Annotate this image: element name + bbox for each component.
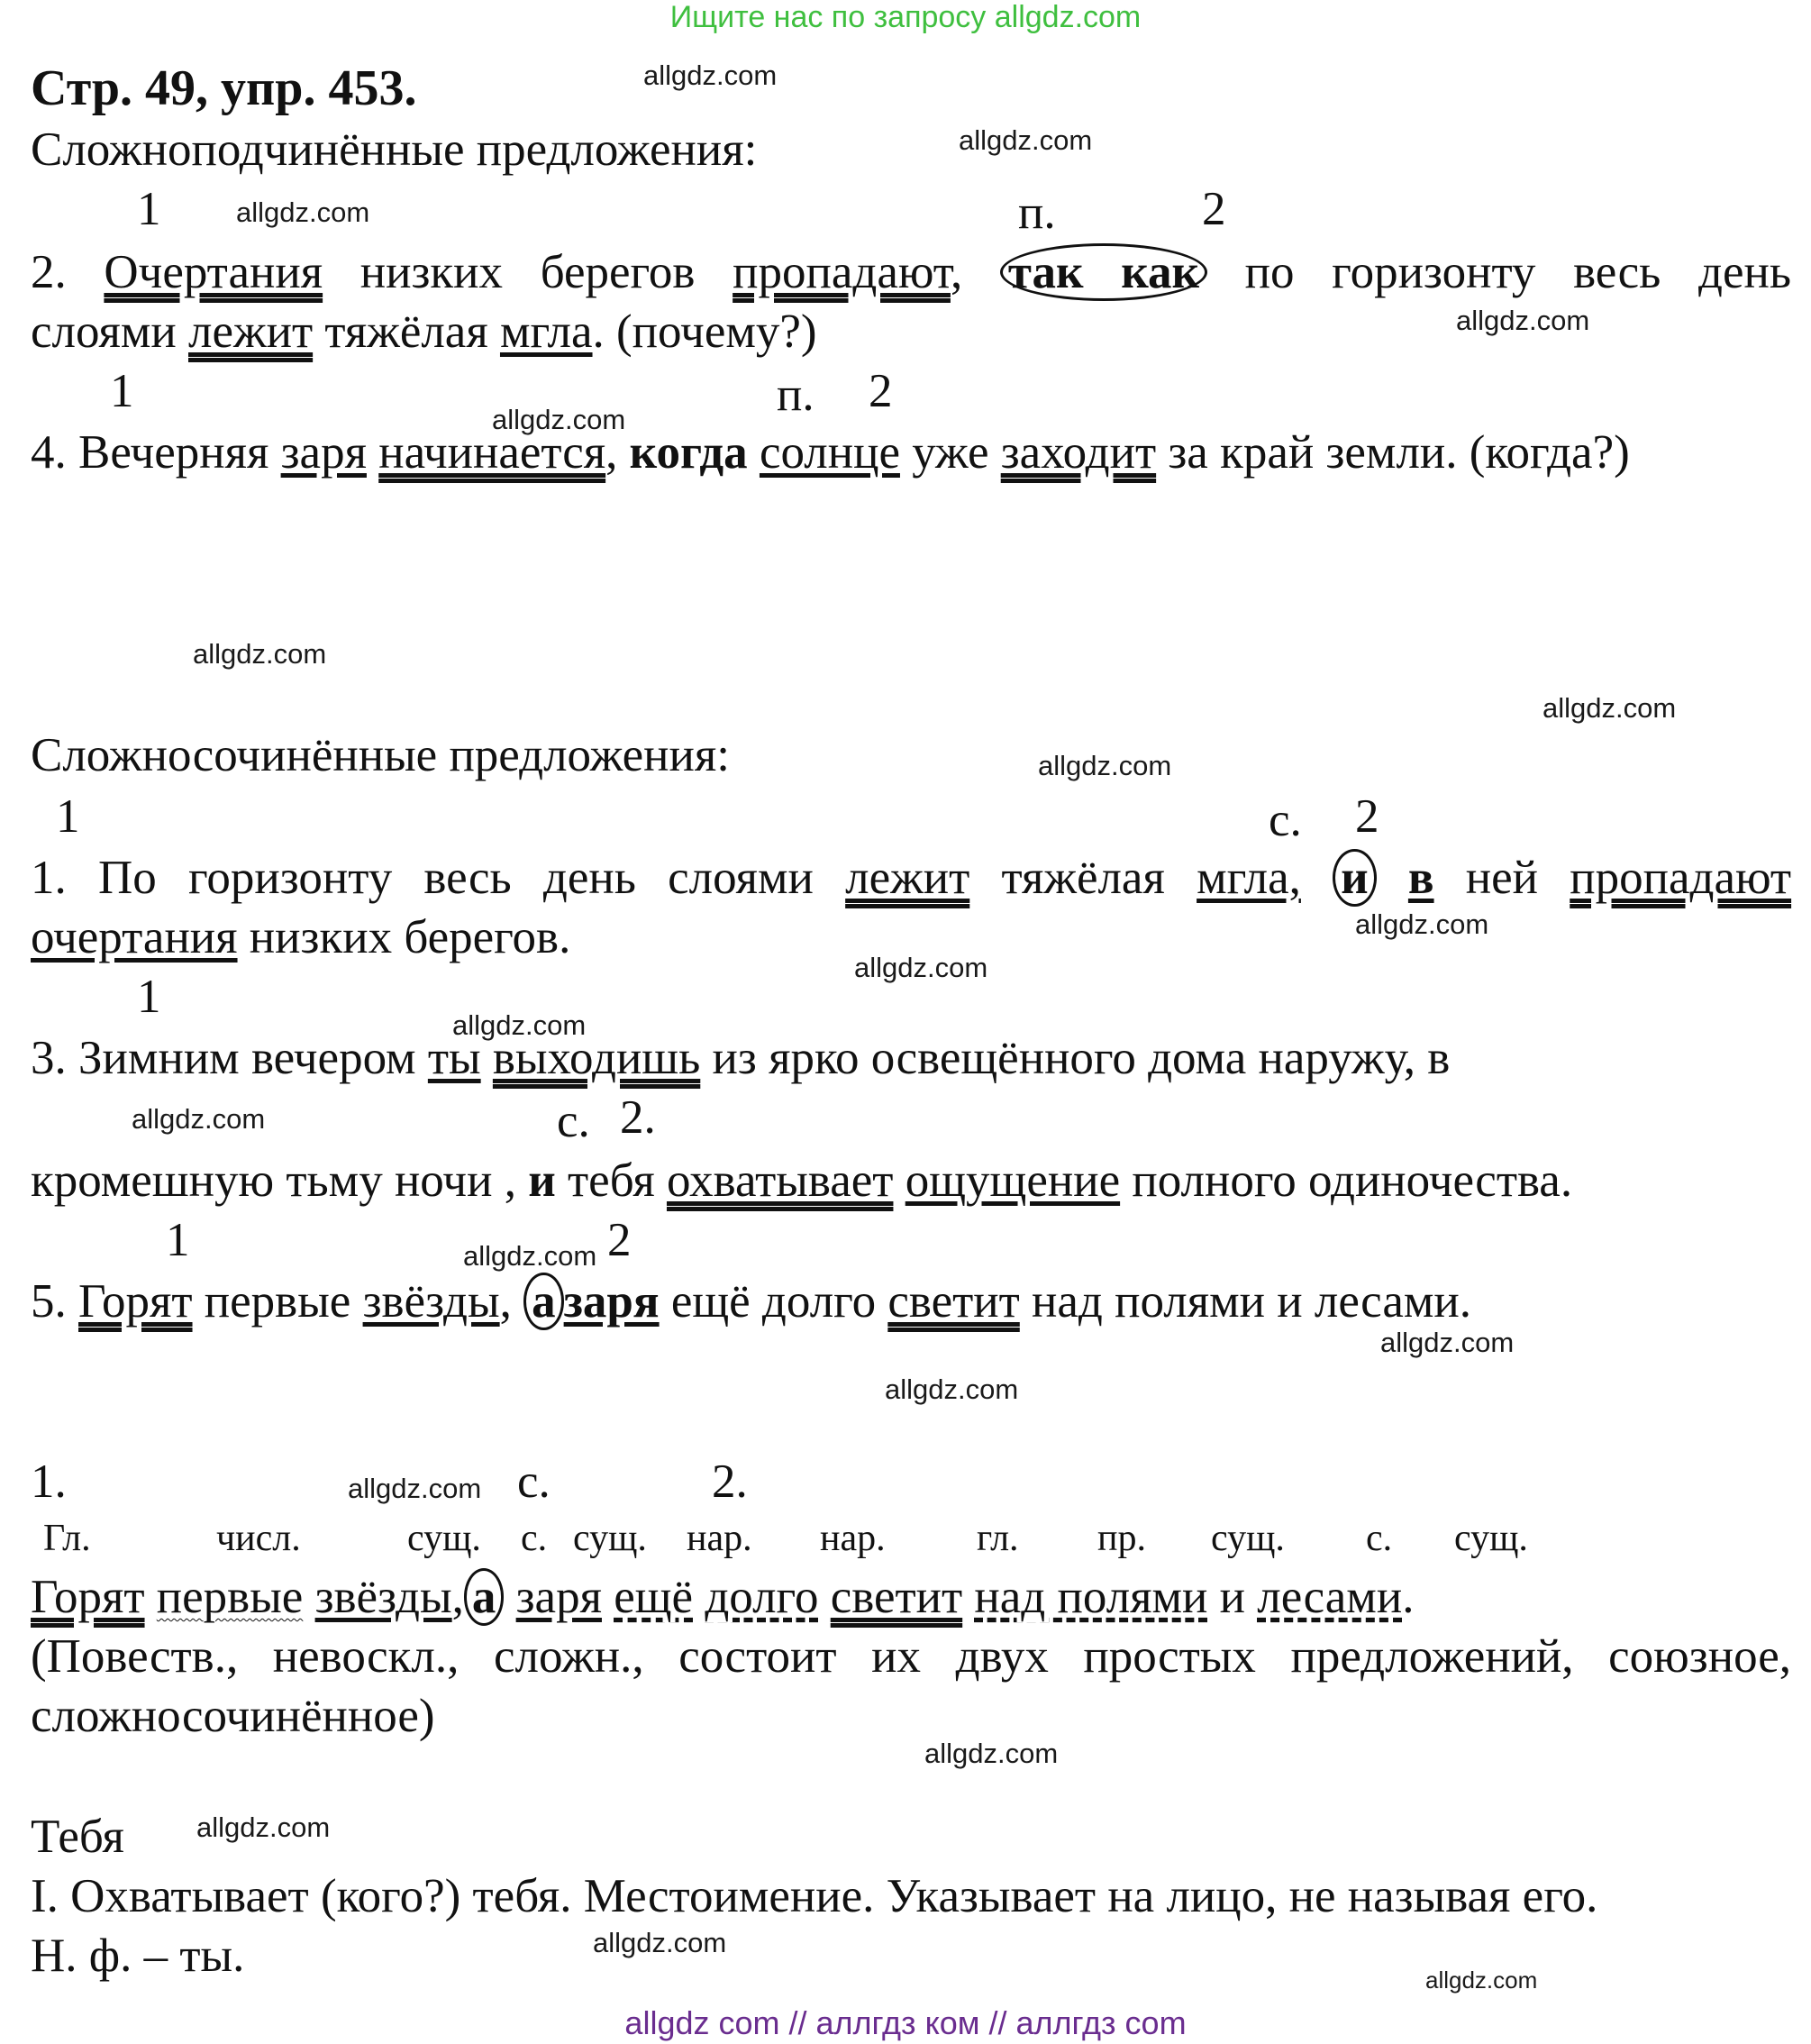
parse-and: и	[1219, 1571, 1246, 1623]
s1-conjunction: и	[1333, 849, 1377, 907]
s5-mark-second: 2	[607, 1214, 632, 1266]
s5-subject2: заря	[563, 1275, 660, 1328]
watermark: allgdz.com	[132, 1103, 266, 1135]
watermark: allgdz.com	[1425, 1966, 1538, 1994]
pos-label: сущ.	[1211, 1518, 1285, 1559]
pos-label: пр.	[1097, 1518, 1146, 1559]
parse-adverb1: ещё	[614, 1571, 694, 1623]
parse-mark-type: с.	[517, 1455, 551, 1508]
parse-predicate2: светит	[830, 1571, 963, 1623]
parse-adverb2: долго	[705, 1571, 819, 1623]
parse-sentence	[31, 1568, 1414, 1626]
watermark: allgdz.com	[1543, 692, 1677, 724]
s4-mark-type: п.	[777, 369, 814, 421]
watermark: allgdz.com	[193, 638, 327, 670]
watermark: allgdz.com	[196, 1811, 331, 1843]
s2-tail: по горизонту весь день	[1244, 246, 1791, 298]
s1-mark-second: 2	[1355, 790, 1379, 843]
watermark: allgdz.com	[643, 59, 778, 91]
s4-subject2: солнце	[759, 426, 900, 479]
s3-mark-second: 2.	[620, 1091, 656, 1144]
s5-predicate2: светит	[887, 1275, 1020, 1328]
watermark: allgdz.com	[452, 1009, 587, 1041]
morph-line2: Н. ф. – ты.	[31, 1930, 245, 1982]
s2-l2-w1: слоями	[31, 306, 177, 358]
s1-pron: ней	[1465, 852, 1539, 904]
bottom-banner: allgdz com // аллгдз ком // аллгдз com	[624, 2004, 1187, 2041]
s1-predicate: лежит	[845, 852, 970, 904]
parse-conjunction: а	[464, 1568, 505, 1626]
s1-line1	[31, 849, 1791, 907]
watermark: allgdz.com	[1380, 1327, 1515, 1358]
s1-adj: тяжёлая	[1001, 852, 1165, 904]
s2-mark-second: 2	[1202, 183, 1226, 235]
watermark: allgdz.com	[492, 404, 626, 435]
s5-line	[31, 1273, 1471, 1330]
s1-prep: в	[1407, 852, 1434, 904]
s1-predicate2: пропадают	[1570, 852, 1792, 904]
parse-mark-second: 2.	[712, 1455, 748, 1508]
s5-tail: над полями и лесами.	[1019, 1275, 1472, 1328]
s3-tail: из ярко освещённого дома наружу, в	[700, 1032, 1451, 1084]
s5-mid: ещё долго	[659, 1275, 888, 1328]
s2-subject: Очертания	[104, 246, 323, 298]
s4-predicate2: заходит	[1000, 426, 1157, 479]
s3-conjunction: и	[528, 1154, 556, 1207]
watermark: allgdz.com	[593, 1927, 727, 1958]
watermark: allgdz.com	[1456, 305, 1590, 336]
s2-predicate: пропадают	[733, 246, 951, 298]
parse-attribute: первые	[156, 1571, 304, 1623]
s1-start: 1. По горизонту весь день слоями	[31, 852, 814, 904]
pos-label: нар.	[687, 1518, 752, 1559]
s2-mark-type: п.	[1018, 187, 1056, 239]
s4-line	[31, 424, 1630, 481]
s3-line1	[31, 1029, 1450, 1087]
pos-label: сущ.	[1454, 1518, 1528, 1559]
s3-mark-type: с.	[557, 1095, 590, 1147]
s3-predicate2: охватывает	[666, 1154, 894, 1207]
s5-subject: звёзды	[362, 1275, 500, 1328]
pos-label: с.	[1366, 1518, 1393, 1559]
s3-start: 3. Зимним вечером	[31, 1032, 428, 1084]
s3-predicate: выходишь	[492, 1032, 701, 1084]
s4-mark-second: 2	[869, 365, 893, 417]
s2-line1	[31, 243, 1791, 301]
top-banner: Ищите нас по запросу allgdz.com	[669, 0, 1142, 34]
s2-mark-first: 1	[137, 183, 161, 235]
watermark: allgdz.com	[959, 124, 1093, 156]
parse-period: .	[1402, 1571, 1415, 1623]
s4-mid: уже	[899, 426, 1001, 479]
s3-subject2: ощущение	[905, 1154, 1121, 1207]
watermark: allgdz.com	[885, 1373, 1019, 1405]
s4-mark-first: 1	[110, 365, 134, 417]
parse-mark-first: 1.	[31, 1455, 67, 1508]
pos-label: числ.	[216, 1518, 301, 1559]
s5-conjunction: а	[523, 1273, 564, 1330]
parse-description: (Повеств., невоскл., сложн., состоит их двух простых предложений, союзное,	[31, 1630, 1791, 1683]
s4-predicate: начинается	[378, 426, 606, 479]
s4-tail: за край земли. (когда?)	[1156, 426, 1630, 479]
s2-l2-question: . (почему?)	[592, 306, 817, 358]
page-title: Стр. 49, упр. 453.	[31, 60, 417, 116]
s1-subject2: очертания	[31, 911, 238, 963]
s3-l2-tail: полного одиночества.	[1120, 1154, 1573, 1207]
s5-mark-first: 1	[166, 1214, 190, 1266]
s2-words: низких берегов	[359, 246, 696, 298]
s2-l2-predicate: лежит	[188, 306, 314, 358]
spp-heading: Сложноподчинённые предложения:	[31, 123, 758, 176]
s3-l2-pron: тебя	[555, 1154, 667, 1207]
s1-tail: низких берегов.	[237, 911, 571, 963]
morph-word: Тебя	[31, 1811, 124, 1863]
s2-comma: ,	[950, 246, 963, 298]
watermark: allgdz.com	[1355, 908, 1489, 940]
s4-conjunction: когда	[629, 426, 748, 479]
s3-subject: ты	[427, 1032, 481, 1084]
s1-mark-type: с.	[1269, 794, 1302, 846]
s5-adj: первые	[192, 1275, 363, 1328]
pos-label: нар.	[820, 1518, 886, 1559]
pos-label: сущ.	[407, 1518, 481, 1559]
s2-l2-w3: тяжёлая	[324, 306, 488, 358]
ssp-heading: Сложносочинённые предложения:	[31, 729, 731, 781]
parse-subject2: заря	[515, 1571, 602, 1623]
s4-start: 4. Вечерняя	[31, 426, 281, 479]
watermark: allgdz.com	[236, 196, 370, 228]
watermark: allgdz.com	[348, 1473, 482, 1504]
parse-description-end: сложносочинённое)	[31, 1690, 435, 1742]
s5-num: 5.	[31, 1275, 78, 1328]
s4-comma: ,	[605, 426, 630, 479]
watermark: allgdz.com	[854, 952, 988, 983]
pos-label: Гл.	[43, 1518, 91, 1559]
s2-line2	[31, 303, 817, 360]
watermark: allgdz.com	[463, 1240, 597, 1272]
watermark: allgdz.com	[924, 1738, 1059, 1769]
parse-subject: звёзды	[314, 1571, 452, 1623]
parse-comma: ,	[451, 1571, 464, 1623]
pos-label: с.	[521, 1518, 548, 1559]
watermark: allgdz.com	[1038, 750, 1172, 781]
s5-comma: ,	[499, 1275, 524, 1328]
s2-l2-subject: мгла	[499, 306, 593, 358]
s3-line2	[31, 1152, 1572, 1209]
s3-mark-first: 1	[137, 971, 161, 1023]
s2-num: 2.	[31, 246, 105, 298]
parse-predicate: Горят	[31, 1571, 145, 1623]
parse-object1: над полями	[974, 1571, 1208, 1623]
s1-subject: мгла,	[1197, 852, 1301, 904]
parse-object2: лесами	[1257, 1571, 1403, 1623]
s5-predicate: Горят	[78, 1275, 193, 1328]
s2-conjunction: так как	[1000, 243, 1207, 301]
pos-label: гл.	[977, 1518, 1019, 1559]
pos-label: сущ.	[573, 1518, 647, 1559]
morph-line1: I. Охватывает (кого?) тебя. Местоимение. Указывает на лицо, не называя его.	[31, 1870, 1598, 1922]
s4-subject: заря	[280, 426, 367, 479]
s1-line2	[31, 908, 570, 966]
s1-mark-first: 1	[56, 790, 80, 843]
s3-l2-start: кромешную тьму ночи ,	[31, 1154, 529, 1207]
